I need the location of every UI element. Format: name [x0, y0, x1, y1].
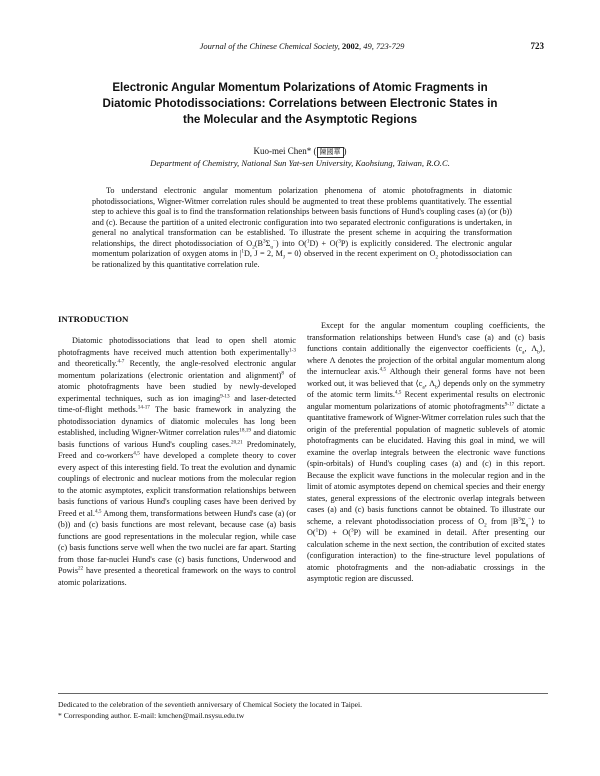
sub-J: J [282, 254, 285, 261]
sub-b2: b [435, 384, 438, 391]
journal-volume: 49 [363, 41, 372, 51]
sup-minus-2: − [528, 515, 532, 522]
sup-1: 1 [306, 237, 310, 244]
comma: , [524, 344, 532, 353]
sub-2: 2 [252, 244, 255, 251]
ref-4[interactable]: 9-13 [220, 392, 230, 399]
abstract-text-3: ) into O( [275, 238, 307, 248]
sub-u2: u [525, 522, 529, 529]
right-text-h: ⟩ to O( [307, 516, 546, 537]
abstract-text-4: D) + O( [309, 238, 339, 248]
ref-10[interactable]: 22 [78, 565, 84, 572]
intro-text-f: The basic framework in analyzing the photodissociation dynamics of diatomic molecules has long been established, including Wigner-Witmer correlation rules [58, 405, 296, 437]
abstract-text-6: D, J = 2, M [244, 249, 283, 258]
sup-3b: 3 [338, 237, 341, 244]
right-text-d: depends only on the symmetry of the atomic term limits. [307, 378, 546, 399]
corresponding-author-note: * Corresponding author. E-mail: kmchen@mail.nsysu.edu.tw [58, 711, 245, 720]
right-text-b: , where Λ denotes the projection of the orbital angular momentum along the internuclear axis. [307, 344, 545, 376]
abstract-text-2: (B [254, 238, 263, 248]
ref-9[interactable]: 4,5 [94, 507, 102, 514]
abstract-text-7: = 0⟩ observed in the recent experiment on O [284, 249, 436, 258]
sub-a2: a [422, 384, 425, 391]
right-text-a: Except for the angular momentum coupling coefficients, the transformation relationships between Hund's case (a) and (c) basis functions contain additionally the eigenvector coefficients ⟨c [307, 321, 545, 353]
intro-text-g: and diatomic basis functions of various Hund's coupling cases. [58, 428, 296, 449]
angle-close-2: ⟩ [437, 378, 441, 388]
page-number: 723 [530, 41, 544, 51]
lambda-symbol: Λ [531, 344, 538, 353]
ref-r3[interactable]: 9-17 [504, 400, 515, 407]
footnotes [58, 699, 548, 721]
intro-paragraph-1 [58, 335, 296, 588]
title-line-2: Diatomic Photodissociations: Correlations between Electronic States in [102, 97, 498, 110]
title-line-1: Electronic Angular Momentum Polarizations of Atomic Fragments in [112, 81, 488, 94]
intro-text-h: Predominately, Freed and co-workers [58, 439, 297, 460]
sup-minus: − [272, 237, 276, 244]
journal-name: Journal of the Chinese Chemical Society [199, 41, 338, 51]
ref-8[interactable]: 4,5 [133, 450, 140, 457]
ref-5[interactable]: 14-17 [137, 404, 150, 411]
paper-title [70, 80, 530, 128]
ref-6[interactable]: 18,19 [239, 427, 251, 434]
right-text-e: Recent experimental results on electronic angular momentum polarizations of atomic photofragments [307, 390, 545, 411]
author-chinese-name: 陳國華 [317, 147, 344, 158]
intro-text-j: Among them, transformations between Hund's case (a) (or (b)) and (c) basis functions are most relevant, because case (a) basis functions are good representations in the molecular region, while case (c) basis functions serve well when the two nuclei are far apart. Starting from those far-nuclei Hund's case (c) basis functions, Underwood and Powis [58, 508, 296, 575]
intro-text-k: have presented a theoretical framework on the ways to control atomic polarizations. [58, 566, 296, 587]
intro-text-i: have developed a complete theory to cover every aspect of this interesting field. To treat the evolution and dynamic couplings of electronic and nuclear motions from the molecular region to the atomic asymptotes, explicit transformation relationships between basis functions of various Hund's coupling cases have been derived by Freed et al. [58, 451, 296, 518]
sub-b: b [537, 349, 540, 356]
right-text-f: dictate a quantitative framework of Wigner-Witmer correlation rules such that the origin of the preferential population of magnetic sublevels of atomic photofragments can be elucidated. Having this goal in mind, we will examine the overlap integrals between the electronic wave functions (spin-orbitals) of Hund's coupling cases (a) and (c) in this report. Because the explicit wave functions in the molecular region and in the limit of atomic asymptotes depend on chemical species and their energy states, general expressions of the electronic overlap integrals between cases (a) and (c) basis functions cannot be obtained. To illustrate our scheme, a relevant photodissociation process of O [307, 401, 545, 526]
sup-3c: 3 [518, 515, 521, 522]
abstract-text-1: To understand electronic angular momentum polarization phenomena of atomic photofragments in diatomic photodissociations, Wigner-Witmer correlation rules should be augmented to treat these problems quantitatively. The essential step to achieve this goal is to find the transformation relationships between basis functions of Hund's coupling cases (a) (or (b)) and (c). Because the partition of a united electronic configuration into two separated electronic configurations is undertaken, in general no analytical transformation can be established. To illustrate the present scheme in acquiring the transformation relationships, the direct photodissociation of O [92, 186, 512, 248]
abstract-text-8: photodissociation can be rationalized by this quantitative correlation rule. [92, 249, 512, 269]
right-text-i: D) + O( [318, 528, 351, 537]
running-head: Journal of the Chinese Chemical Society, 2002, 49, 723-729 [199, 41, 405, 51]
sup-3d: 3 [350, 527, 354, 534]
author-line: Kuo-mei Chen* ( 陳國華 ) [253, 146, 347, 156]
comma-2: , [424, 378, 430, 388]
right-text-j: P) will be examined in detail. After presenting our calculation scheme in the next section, the contribution of excited states (configuration interaction) to the fine-structure level populations of atomic photofragments and the non-adiabatic crossings in the asymptotic region are discussed. [307, 528, 545, 583]
lambda-symbol-2: Λ [429, 378, 436, 388]
journal-year: 2002 [342, 41, 359, 51]
abstract [92, 186, 512, 270]
intro-text-b: and theoretically. [58, 359, 118, 368]
footnote-divider [58, 693, 548, 694]
abstract-text-5: P) is explicitly considered. The electronic angular momentum polarization of oxygen atoms in | [92, 238, 512, 258]
right-column [307, 320, 545, 585]
sup-3: 3 [262, 237, 266, 244]
intro-text-d: of atomic photofragments have been studied by newly-developed experimental techniques, such as ion imaging [58, 370, 296, 403]
sub-a: a [522, 349, 525, 356]
ref-2[interactable]: 4-7 [117, 358, 125, 365]
sup-1c: 1 [315, 527, 319, 534]
affiliation: Department of Chemistry, National Sun Yat-sen University, Kaohsiung, Taiwan, R.O.C. [150, 158, 450, 168]
sigma-symbol-2: Σ [520, 516, 526, 526]
section-heading-introduction: INTRODUCTION [58, 314, 129, 324]
sub-2c: 2 [484, 522, 487, 529]
dedication-note: Dedicated to the celebration of the seventieth anniversary of Chemical Society the located in Taipei. [58, 700, 363, 709]
right-text-g: from |B [486, 516, 519, 526]
intro-text-a: Diatomic photodissociations that lead to open shell atomic photofragments have received much attention both experimentally [58, 336, 296, 357]
intro-text-e: and laser-detected time-of-flight methods. [58, 393, 296, 414]
angle-close: ⟩ [539, 344, 543, 353]
left-column [58, 314, 296, 588]
sub-2b: 2 [435, 254, 439, 261]
right-text-c: Although their general forms have not been worked out, it was believed that ⟨c [307, 367, 545, 388]
ref-r2[interactable]: 4,5 [394, 389, 402, 396]
intro-text-c: Recently, the angle-resolved electronic angular momentum polarizations (electronic orientation and alignment) [58, 359, 296, 380]
right-paragraph-1 [307, 320, 545, 585]
ref-3[interactable]: 8 [281, 369, 284, 376]
ref-r1[interactable]: 4,5 [379, 366, 387, 373]
author-name: Kuo-mei Chen* [253, 146, 312, 156]
title-line-3: the Molecular and the Asymptotic Regions [182, 113, 418, 126]
sup-1b: 1 [241, 248, 244, 255]
sigma-symbol: Σ [265, 238, 271, 248]
journal-pages: 723-729 [376, 41, 405, 51]
ref-7[interactable]: 20,21 [231, 438, 243, 445]
sub-u: u [270, 244, 273, 251]
ref-1[interactable]: 1-3 [289, 346, 296, 353]
